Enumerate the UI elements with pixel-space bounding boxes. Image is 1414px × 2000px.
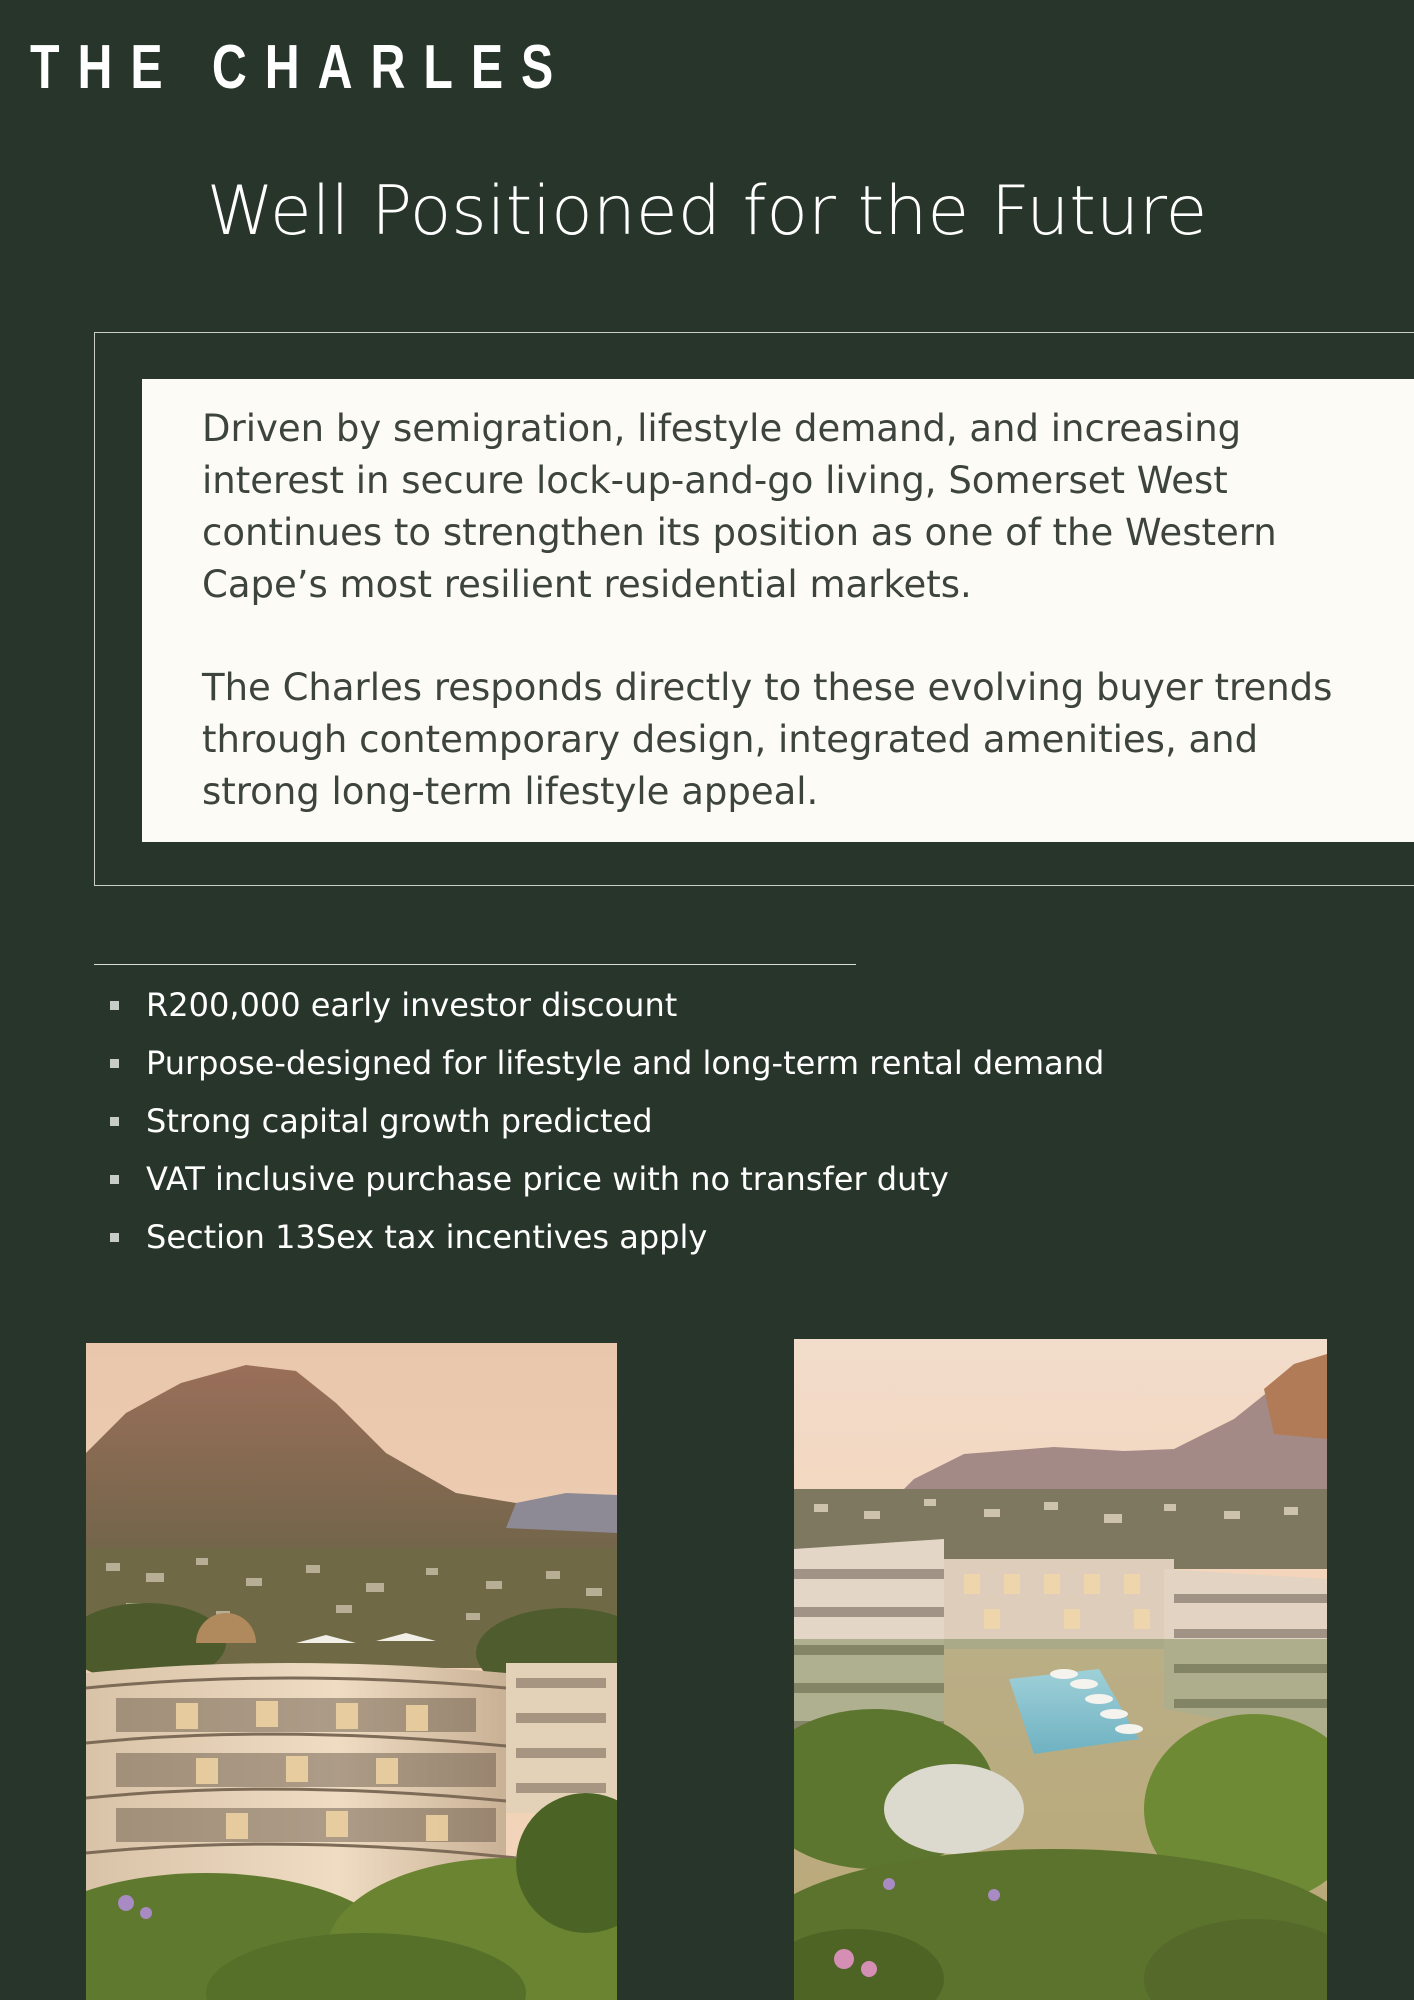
list-item-label: R200,000 early investor discount (146, 986, 678, 1024)
list-item (106, 1150, 1104, 1208)
page-title: Well Positioned for the Future (206, 172, 1208, 251)
bullet-square-icon (110, 1001, 119, 1010)
list-item (106, 976, 1104, 1034)
courtyard-rendering-illustration (794, 1339, 1327, 2000)
bullet-square-icon (110, 1117, 119, 1126)
list-item-label: Strong capital growth predicted (146, 1102, 653, 1140)
brand-logo: THE CHARLES (30, 33, 572, 102)
intro-paragraph: Driven by semigration, lifestyle demand, and increasing interest in secure lock-up-and-go living, Somerset West continues to strengthen its position as one of the Western Cape’s most resilient residential markets. (202, 407, 1277, 606)
list-item (106, 1092, 1104, 1150)
intro-text (202, 403, 1362, 869)
list-item-label: Purpose-designed for lifestyle and long-term rental demand (146, 1044, 1105, 1082)
list-item-label: Section 13Sex tax incentives apply (146, 1218, 708, 1256)
courtyard-rendering-image (794, 1339, 1327, 2000)
building-rendering-illustration (86, 1343, 617, 2000)
bullet-square-icon (110, 1059, 119, 1068)
list-item (106, 1208, 1104, 1266)
building-rendering-image (86, 1343, 617, 2000)
highlights-list (106, 976, 1104, 1266)
intro-panel (142, 379, 1414, 842)
bullet-square-icon (110, 1175, 119, 1184)
intro-paragraph: The Charles responds directly to these evolving buyer trends through contemporary design, integrated amenities, and strong long-term lifestyle appeal. (202, 666, 1333, 813)
list-item-label: VAT inclusive purchase price with no transfer duty (146, 1160, 949, 1198)
list-item (106, 1034, 1104, 1092)
bullet-square-icon (110, 1233, 119, 1242)
divider (94, 964, 856, 965)
